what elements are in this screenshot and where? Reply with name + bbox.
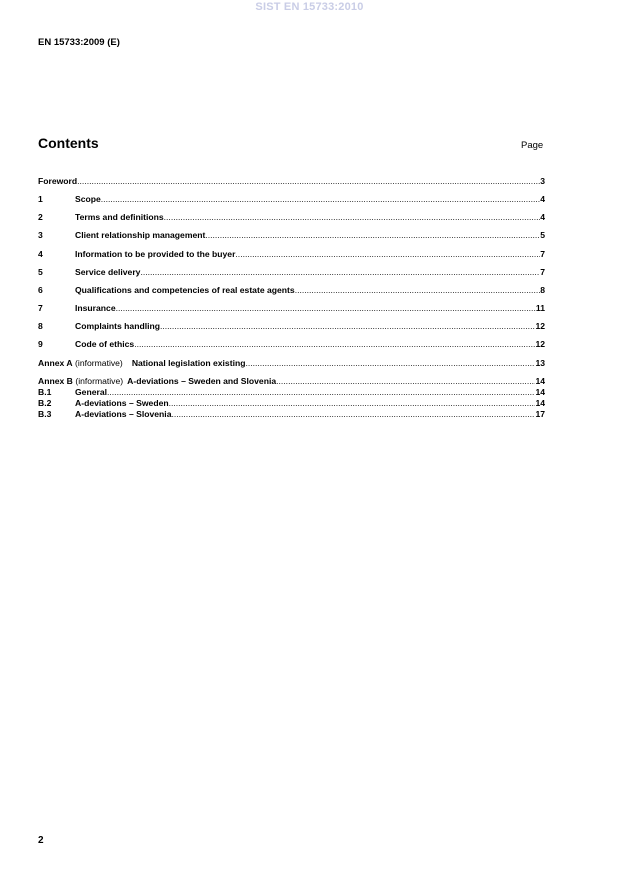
toc-entry-title: General xyxy=(75,387,108,397)
toc-entry-complaints[interactable] xyxy=(38,320,545,331)
toc-entry-page: 14 xyxy=(535,387,545,397)
toc-entry-page: 4 xyxy=(540,212,545,222)
toc-entry-title: Foreword xyxy=(38,176,78,186)
toc-entry-title: Client relationship management xyxy=(75,230,206,240)
toc-entry-title: Insurance xyxy=(75,303,116,313)
toc-entry-number: 3 xyxy=(38,230,43,240)
toc-entry-terms[interactable] xyxy=(38,211,545,222)
toc-annex-type: (informative) xyxy=(75,358,123,368)
toc-entry-title: A-deviations – Sweden xyxy=(75,398,169,408)
toc-entry-number: 8 xyxy=(38,321,43,331)
toc-annex-title: National legislation existing xyxy=(131,358,246,368)
toc-entry-title: Service delivery xyxy=(75,267,141,277)
toc-subentry-b2[interactable] xyxy=(38,397,545,408)
toc-entry-page: 3 xyxy=(540,176,545,186)
toc-entry-title: Information to be provided to the buyer xyxy=(75,249,236,259)
toc-entry-title: Qualifications and competencies of real estate agents xyxy=(75,285,295,295)
toc-entry-title: Code of ethics xyxy=(75,339,135,349)
toc-annex-title: A-deviations – Sweden and Slovenia xyxy=(127,376,277,386)
toc-entry-number: 7 xyxy=(38,303,43,313)
toc-leader-dots xyxy=(171,409,535,419)
toc-entry-page: 7 xyxy=(540,249,545,259)
document-id: EN 15733:2009 (E) xyxy=(38,37,120,48)
toc-annex-type: (informative) xyxy=(75,376,124,386)
page-number: 2 xyxy=(38,835,44,846)
toc-entry-client-relationship[interactable] xyxy=(38,229,545,240)
toc-entry-annex-a[interactable] xyxy=(38,357,545,368)
toc-leader-dots xyxy=(160,321,535,331)
toc-entry-number: 4 xyxy=(38,249,43,259)
toc-entry-page: 12 xyxy=(535,339,545,349)
toc-entry-qualifications[interactable] xyxy=(38,284,545,295)
toc-annex-label: Annex A xyxy=(38,358,73,368)
toc-leader-dots xyxy=(107,387,535,397)
toc-leader-dots xyxy=(276,376,535,386)
toc-entry-number: 6 xyxy=(38,285,43,295)
toc-entry-page: 14 xyxy=(535,398,545,408)
contents-heading: Contents xyxy=(38,135,99,151)
toc-entry-page: 12 xyxy=(535,321,545,331)
page-column-label: Page xyxy=(521,140,544,151)
toc-entry-title: A-deviations – Slovenia xyxy=(75,409,172,419)
toc-entry-page: 8 xyxy=(540,285,545,295)
toc-entry-page: 17 xyxy=(535,409,545,419)
toc-leader-dots xyxy=(140,267,540,277)
toc-leader-dots xyxy=(101,194,540,204)
toc-entry-number: B.2 xyxy=(38,398,52,408)
toc-entry-number: 9 xyxy=(38,339,43,349)
toc-leader-dots xyxy=(235,249,540,259)
toc-subentry-b1[interactable] xyxy=(38,386,545,397)
toc-annex-label: Annex B xyxy=(38,376,73,386)
toc-leader-dots xyxy=(205,230,540,240)
toc-entry-page: 14 xyxy=(535,376,545,386)
toc-subentry-b3[interactable] xyxy=(38,408,545,419)
toc-leader-dots xyxy=(134,339,535,349)
toc-entry-insurance[interactable] xyxy=(38,302,545,313)
toc-entry-number: 2 xyxy=(38,212,43,222)
toc-entry-number: B.3 xyxy=(38,409,52,419)
toc-leader-dots xyxy=(77,176,540,186)
watermark-text: SIST EN 15733:2010 xyxy=(255,1,364,13)
toc-entry-number: 5 xyxy=(38,267,43,277)
toc-entry-page: 7 xyxy=(540,267,545,277)
toc-entry-page: 11 xyxy=(535,303,545,313)
toc-entry-annex-b[interactable] xyxy=(38,375,545,386)
toc-entry-scope[interactable] xyxy=(38,193,545,204)
toc-entry-page: 5 xyxy=(540,230,545,240)
toc-entry-title: Terms and definitions xyxy=(75,212,164,222)
toc-leader-dots xyxy=(116,303,536,313)
toc-entry-service-delivery[interactable] xyxy=(38,266,545,277)
toc-entry-foreword[interactable] xyxy=(38,175,545,186)
toc-entry-page: 4 xyxy=(540,194,545,204)
toc-leader-dots xyxy=(169,398,536,408)
toc-entry-title: Complaints handling xyxy=(75,321,160,331)
toc-entry-page: 13 xyxy=(535,358,545,368)
toc-entry-title: Scope xyxy=(75,194,101,204)
toc-leader-dots xyxy=(164,212,541,222)
toc-entry-code-of-ethics[interactable] xyxy=(38,338,545,349)
toc-leader-dots xyxy=(245,358,535,368)
toc-entry-number: 1 xyxy=(38,194,43,204)
toc-leader-dots xyxy=(295,285,541,295)
toc-entry-buyer-information[interactable] xyxy=(38,248,545,259)
toc-entry-number: B.1 xyxy=(38,387,52,397)
